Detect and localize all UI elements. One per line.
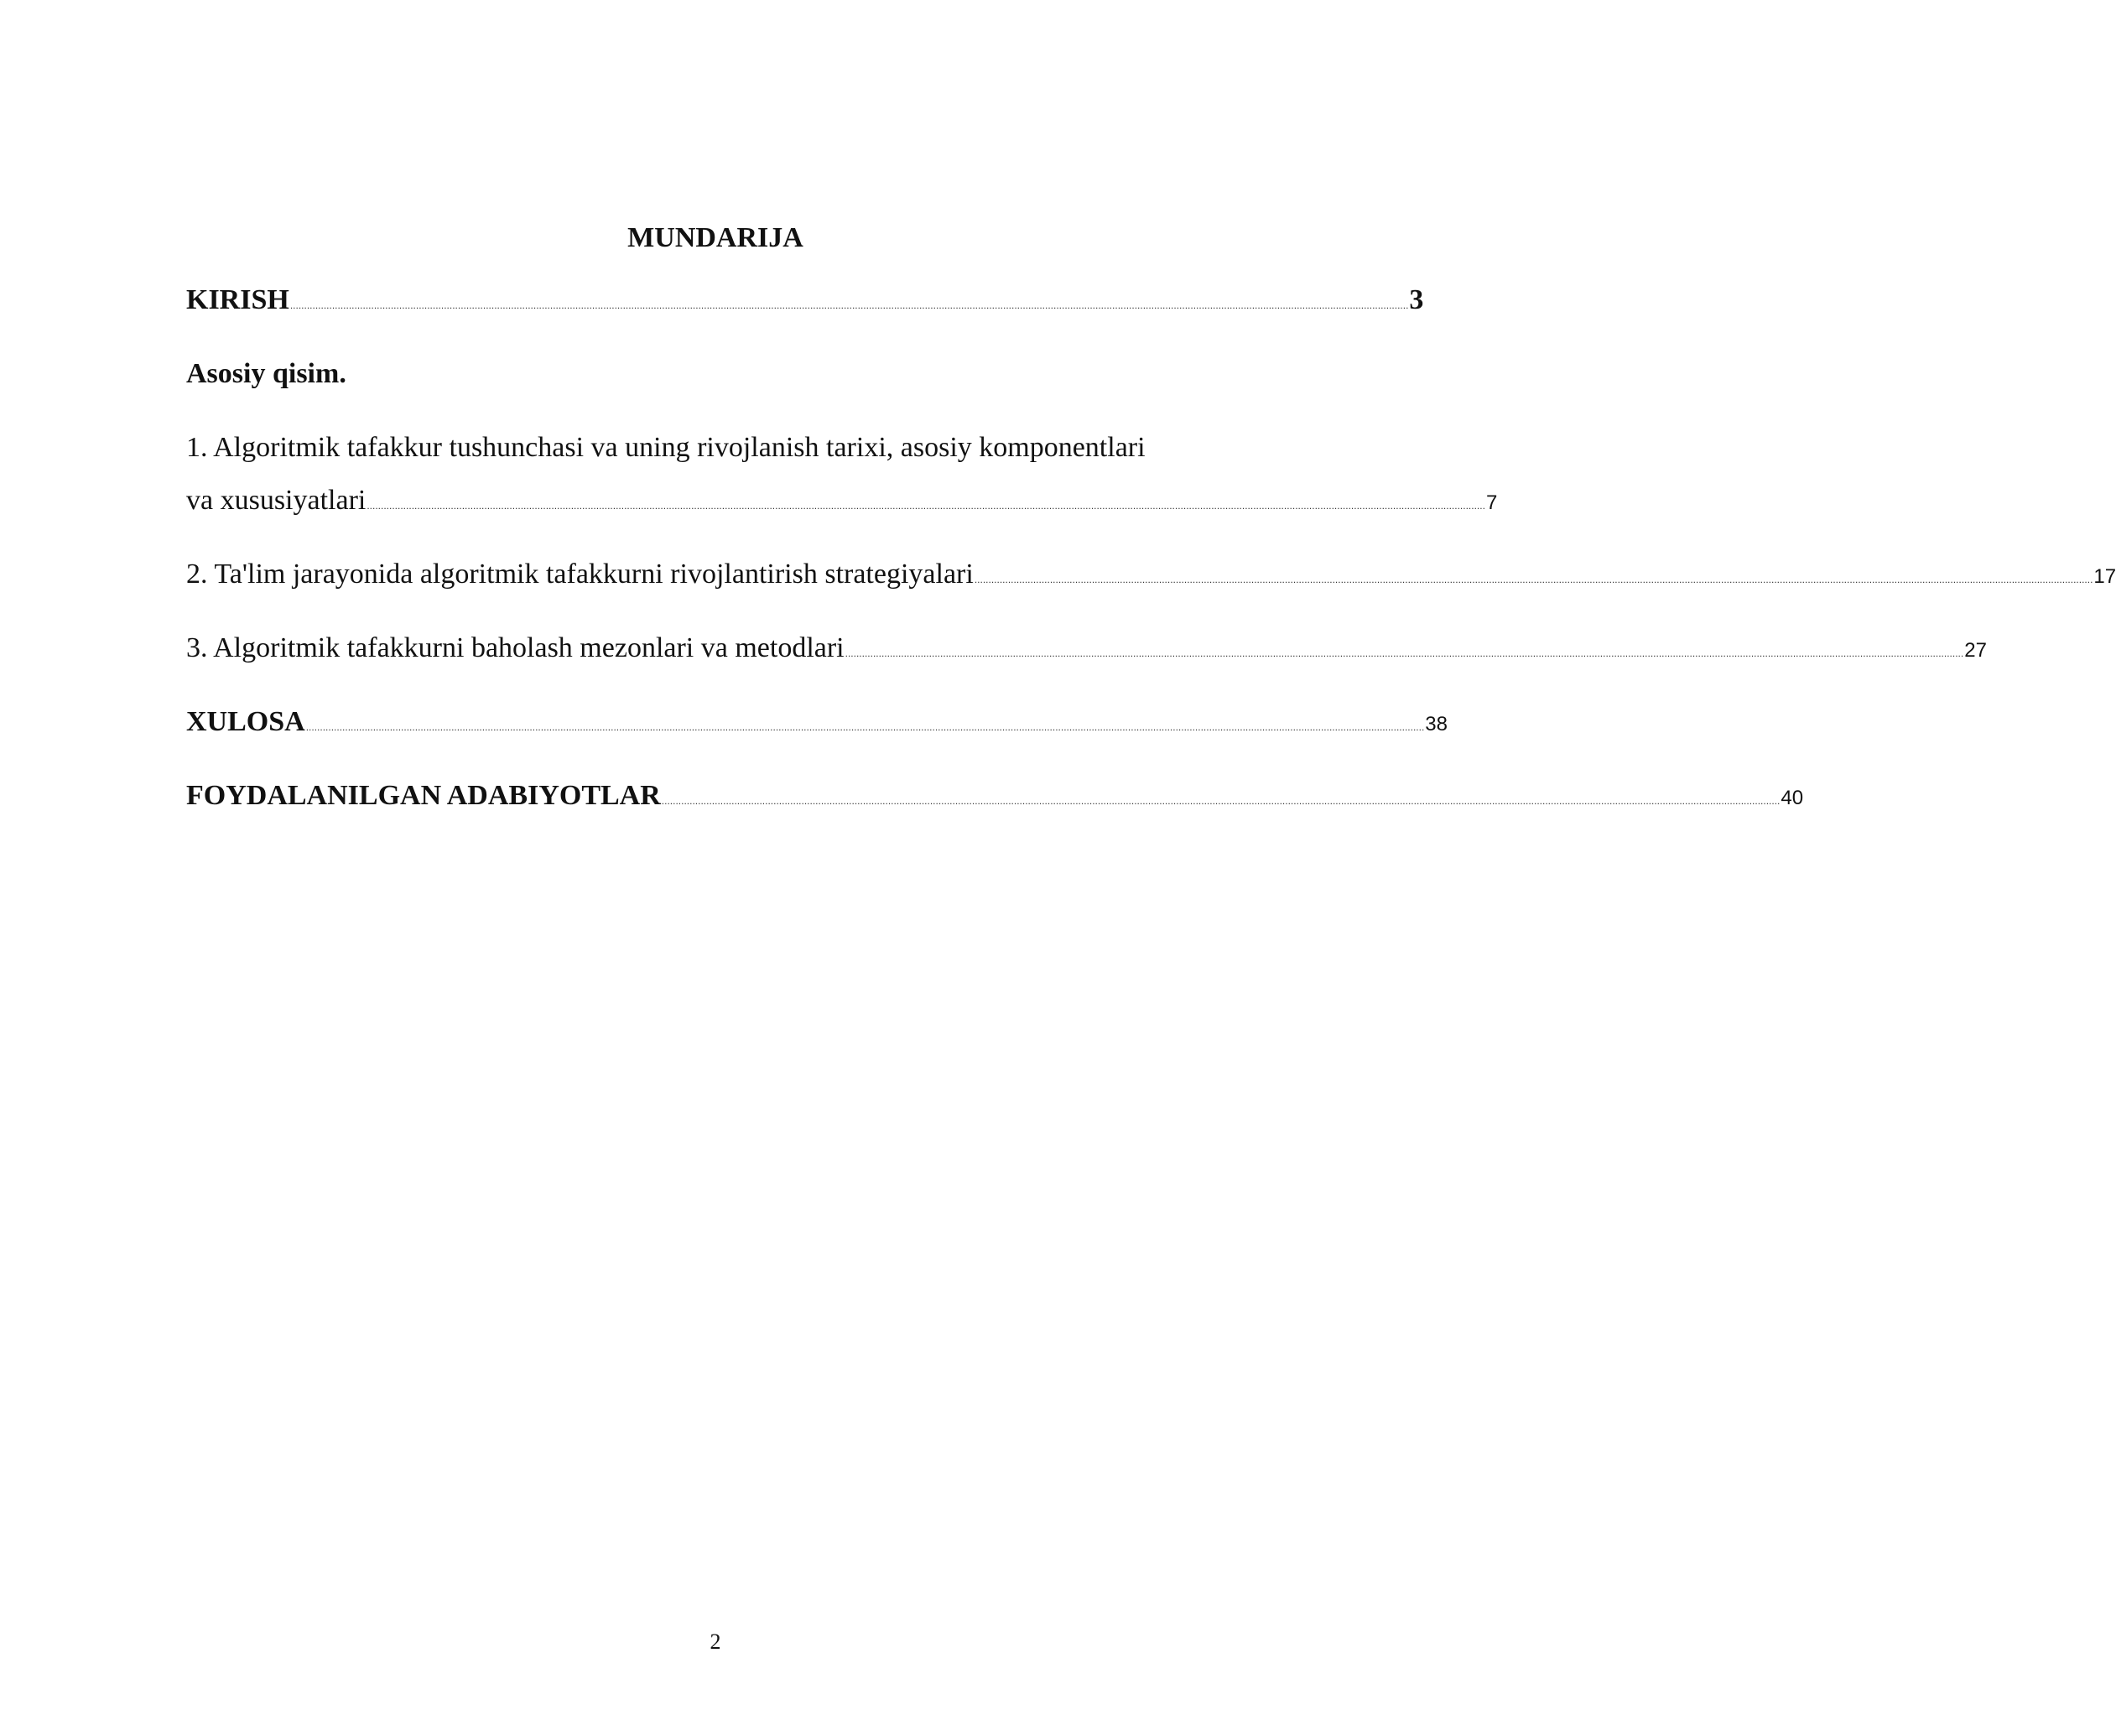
dot-leader: ................................................................................................................................................................................................................................................................................................................................................................................................................ <box>845 647 1964 659</box>
toc-section-heading: Asosiy qisim. <box>186 358 346 389</box>
dot-leader: ................................................................................................................................................................................................................................................................................................................................................................................................................ <box>305 721 1425 733</box>
toc-entry-conclusion[interactable] <box>186 704 1448 743</box>
toc-entry-label: 3. Algoritmik tafakkurni baholash mezonlari va metodlari <box>186 632 845 663</box>
toc-entry-label: va xususiyatlari <box>186 485 367 516</box>
dot-leader: ................................................................................................................................................................................................................................................................................................................................................................................................................ <box>974 574 2093 585</box>
toc-page-number: 27 <box>1964 639 1987 662</box>
toc-entry-label: FOYDALANILGAN ADABIYOTLAR <box>186 780 661 811</box>
toc-title: MUNDARIJA <box>627 222 803 253</box>
toc-page-number: 17 <box>2093 565 2116 588</box>
toc-entry-1[interactable] <box>186 482 1498 522</box>
toc-page-number: 7 <box>1485 491 1498 514</box>
toc-page-number: 38 <box>1425 713 1448 735</box>
toc-entry-label: XULOSA <box>186 706 305 737</box>
page-number: 2 <box>710 1629 721 1654</box>
toc-page-number: 40 <box>1781 787 1804 809</box>
toc-entry-3[interactable] <box>186 630 1987 669</box>
toc-entry-1-line1[interactable]: 1. Algoritmik tafakkur tushunchasi va uning rivojlanish tarixi, asosiy komponentlari <box>186 432 1146 463</box>
toc-entry-references[interactable] <box>186 777 1804 817</box>
dot-leader: ................................................................................................................................................................................................................................................................................................................................................................................................................ <box>289 299 1409 311</box>
toc-entry-label: KIRISH <box>186 284 289 315</box>
toc-page-number: 3 <box>1409 284 1424 315</box>
dot-leader: ................................................................................................................................................................................................................................................................................................................................................................................................................ <box>661 795 1781 807</box>
toc-entry-intro[interactable] <box>186 282 1424 319</box>
toc-entry-2[interactable] <box>186 556 2116 595</box>
dot-leader: ................................................................................................................................................................................................................................................................................................................................................................................................................ <box>367 500 1485 512</box>
toc-entry-label: 2. Ta'lim jarayonida algoritmik tafakkurni rivojlantirish strategiyalari <box>186 559 974 590</box>
